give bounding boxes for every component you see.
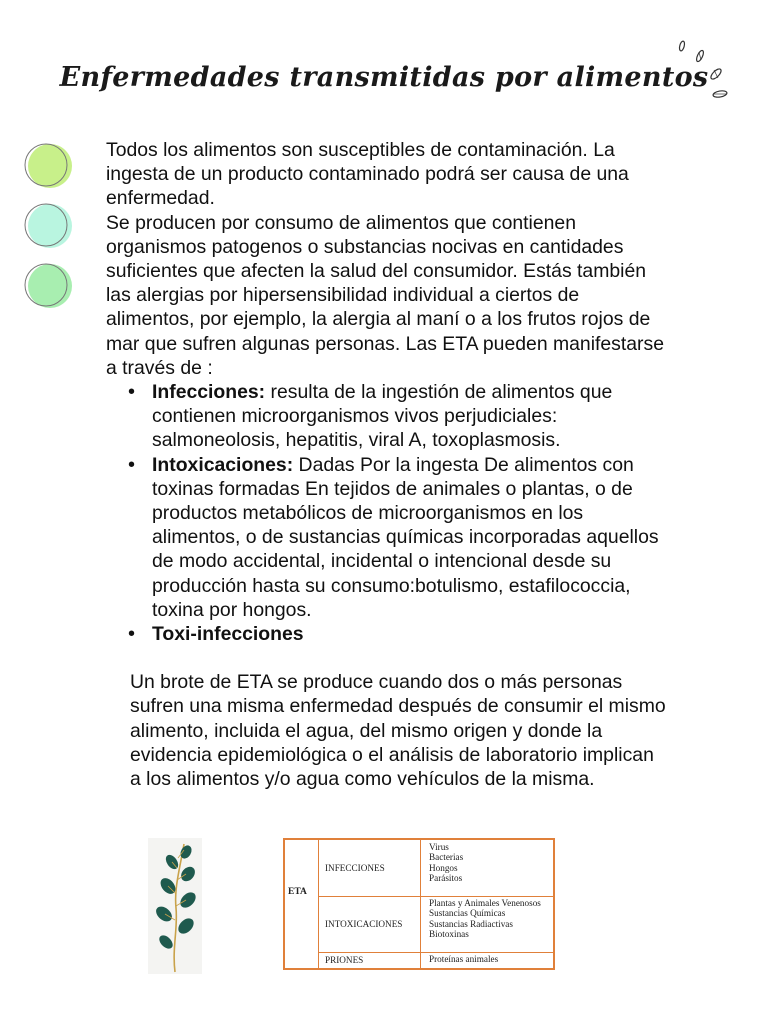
table-row-item: Parásitos [429,873,463,884]
plant-illustration-icon [148,838,202,974]
circle-bullet-icon [20,258,80,314]
circle-bullet-icon [20,138,80,194]
table-row [318,896,555,953]
eta-table-label: ETA [288,887,307,897]
list-item-desc: resulta de la ingestión de alimentos que contienen microorganismos vivos perjudiciales: salmoneolosis, hepatitis, viral A, toxoplasmosis. [152,381,613,452]
table-row-item: Hongos [429,862,458,873]
list-item [152,380,666,453]
eta-table [283,838,555,970]
table-row-item: Biotoxinas [429,929,469,940]
page-title: Enfermedades transmitidas por alimentos [59,62,709,93]
table-row [318,840,555,897]
body-text [106,138,666,791]
list-item-desc: Dadas Por la ingesta De alimentos con toxinas formadas En tejidos de animales o plantas, o de productos metabólicos de microorganismos en los alimentos, o de sustancias químicas incorporadas aquellos de modo accidental, incidental o intencional desde su producción hasta su consumo:botulismo, estafilococcia, toxina por hongos. [152,453,659,621]
list-item [152,453,666,622]
eta-types-list [106,380,666,646]
table-row-item: Sustancias Químicas [429,908,506,919]
table-row-item: Proteínas animales [429,954,499,964]
list-item-term: Toxi-infecciones [152,623,304,646]
intro-paragraph: Todos los alimentos son susceptibles de contaminación. La ingesta de un producto contaminado podrá ser causa de una enfermedad. [106,139,629,210]
table-row-item: Bacterias [429,852,464,863]
leaf-sprig-icon [670,38,740,108]
table-row-category: INFECCIONES [325,863,385,873]
circle-bullet-icon [20,198,80,254]
eta-table-label-cell [285,840,319,968]
list-item-term: Infecciones: [152,381,266,404]
list-item-term: Intoxicaciones: [152,453,294,476]
table-row [318,952,555,968]
table-row-category: INTOXICACIONES [325,919,403,929]
table-row-item: Plantas y Animales Venenosos [429,898,541,908]
outbreak-paragraph: Un brote de ETA se produce cuando dos o más personas sufren una misma enfermedad después de consumir el mismo alimento, incluida el agua, del mismo origen y donde la evidencia epidemiológica o el análisis de laboratorio implican a los alimentos y/o agua como vehículos de la misma. [130,671,666,791]
table-row-item: Virus [429,842,449,852]
table-row-category: PRIONES [325,955,364,965]
list-item [152,622,666,646]
table-row-item: Sustancias Radiactivas [429,918,513,929]
intro-paragraph: Se producen por consumo de alimentos que contienen organismos patogenos o substancias nocivas en cantidades suficientes que afecten la salud del consumidor. Estás también las alergias por hipersensibilidad individual a ciertos de alimentos, por ejemplo, la alergia al maní o a los frutos rojos de mar que sufren algunas personas. Las ETA pueden manifestarse a través de : [106,211,664,379]
